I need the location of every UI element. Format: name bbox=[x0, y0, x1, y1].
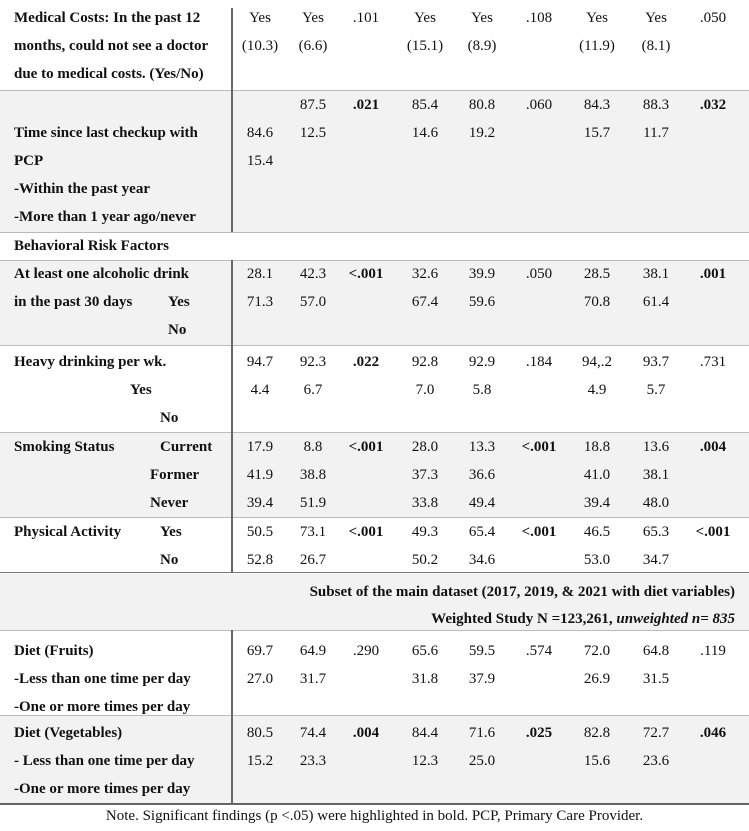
percent-cell: Yes bbox=[586, 10, 608, 26]
table-row bbox=[0, 232, 749, 260]
subset-title: Subset of the main dataset (2017, 2019, & 2021 with diet variables) bbox=[309, 584, 735, 600]
table-row bbox=[0, 348, 749, 376]
table-section bbox=[0, 715, 749, 803]
percent-cell: 67.4 bbox=[411, 294, 439, 310]
percent-cell: 87.5 bbox=[299, 97, 327, 113]
percent-cell: 51.9 bbox=[299, 495, 327, 511]
table-section bbox=[0, 0, 749, 90]
table-row bbox=[0, 4, 749, 32]
divider bbox=[0, 715, 749, 716]
percent-cell: 37.3 bbox=[411, 467, 439, 483]
percent-cell: 7.0 bbox=[415, 382, 435, 398]
p-value-cell: <.001 bbox=[348, 524, 384, 540]
percent-cell: 26.9 bbox=[583, 671, 611, 687]
p-value-cell: <.001 bbox=[521, 524, 557, 540]
percent-cell: 36.6 bbox=[468, 467, 496, 483]
row-label: -More than 1 year ago/never bbox=[14, 209, 196, 225]
percent-cell: 15.4 bbox=[246, 153, 274, 169]
percent-cell: Yes bbox=[414, 10, 436, 26]
divider bbox=[0, 260, 749, 261]
row-label: Diet (Fruits) bbox=[14, 643, 94, 659]
percent-cell: 64.9 bbox=[299, 643, 327, 659]
table-row bbox=[0, 719, 749, 747]
percent-cell: 41.0 bbox=[583, 467, 611, 483]
p-value-cell: .731 bbox=[699, 354, 727, 370]
table-row bbox=[0, 775, 749, 803]
row-label: PCP bbox=[14, 153, 44, 169]
percent-cell: (8.1) bbox=[641, 38, 671, 54]
row-label: -One or more times per day bbox=[14, 781, 191, 797]
percent-cell: 28.1 bbox=[246, 266, 274, 282]
divider bbox=[0, 572, 749, 573]
percent-cell: 52.8 bbox=[246, 552, 274, 568]
row-sublabel: Yes bbox=[168, 294, 190, 310]
percent-cell: 74.4 bbox=[299, 725, 327, 741]
row-label: in the past 30 days bbox=[14, 294, 133, 310]
percent-cell: 80.8 bbox=[468, 97, 496, 113]
percent-cell: 49.4 bbox=[468, 495, 496, 511]
column-divider bbox=[231, 630, 233, 803]
percent-cell: 42.3 bbox=[299, 266, 327, 282]
percent-cell: 34.6 bbox=[468, 552, 496, 568]
percent-cell: 59.6 bbox=[468, 294, 496, 310]
table-row bbox=[0, 147, 749, 175]
row-label: Smoking Status bbox=[14, 439, 115, 455]
row-sublabel: No bbox=[160, 410, 179, 426]
percent-cell: 84.4 bbox=[411, 725, 439, 741]
subset-sample-size bbox=[431, 605, 735, 633]
p-value-cell: .574 bbox=[525, 643, 553, 659]
table-section bbox=[0, 630, 749, 715]
p-value-cell: .025 bbox=[525, 725, 553, 741]
row-label: months, could not see a doctor bbox=[14, 38, 209, 54]
percent-cell: 80.5 bbox=[246, 725, 274, 741]
percent-cell: 23.6 bbox=[642, 753, 670, 769]
table-row bbox=[0, 376, 749, 404]
percent-cell: 28.5 bbox=[583, 266, 611, 282]
row-sublabel: No bbox=[160, 552, 179, 568]
percent-cell: 65.4 bbox=[468, 524, 496, 540]
percent-cell: 19.2 bbox=[468, 125, 496, 141]
row-label: -One or more times per day bbox=[14, 699, 191, 715]
divider bbox=[0, 517, 749, 518]
percent-cell: Yes bbox=[302, 10, 324, 26]
percent-cell: 18.8 bbox=[583, 439, 611, 455]
p-value-cell: .290 bbox=[352, 643, 380, 659]
percent-cell: Yes bbox=[471, 10, 493, 26]
percent-cell: 49.3 bbox=[411, 524, 439, 540]
table-section bbox=[0, 90, 749, 232]
percent-cell: 72.0 bbox=[583, 643, 611, 659]
percent-cell: 65.6 bbox=[411, 643, 439, 659]
percent-cell: 71.6 bbox=[468, 725, 496, 741]
percent-cell: 50.2 bbox=[411, 552, 439, 568]
p-value-cell: <.001 bbox=[348, 266, 384, 282]
percent-cell: 15.2 bbox=[246, 753, 274, 769]
percent-cell: 48.0 bbox=[642, 495, 670, 511]
row-label: Diet (Vegetables) bbox=[14, 725, 123, 741]
percent-cell: 85.4 bbox=[411, 97, 439, 113]
percent-cell: 46.5 bbox=[583, 524, 611, 540]
divider bbox=[0, 232, 749, 233]
percent-cell: 34.7 bbox=[642, 552, 670, 568]
table-row bbox=[0, 546, 749, 574]
table-row bbox=[0, 203, 749, 231]
percent-cell: 5.8 bbox=[472, 382, 492, 398]
percent-cell: 37.9 bbox=[468, 671, 496, 687]
percent-cell: 92.3 bbox=[299, 354, 327, 370]
percent-cell: 31.7 bbox=[299, 671, 327, 687]
p-value-cell: <.001 bbox=[695, 524, 731, 540]
table-row bbox=[0, 404, 749, 432]
percent-cell: 38.1 bbox=[642, 266, 670, 282]
percent-cell: (6.6) bbox=[298, 38, 328, 54]
percent-cell: 61.4 bbox=[642, 294, 670, 310]
table-row bbox=[0, 637, 749, 665]
percent-cell: 13.3 bbox=[468, 439, 496, 455]
row-sublabel: Yes bbox=[130, 382, 152, 398]
percent-cell: Yes bbox=[645, 10, 667, 26]
row-label: Time since last checkup with bbox=[14, 125, 198, 141]
unweighted-n: unweighted n= 835 bbox=[616, 611, 735, 627]
percent-cell: 71.3 bbox=[246, 294, 274, 310]
table-row bbox=[0, 518, 749, 546]
percent-cell: 38.8 bbox=[299, 467, 327, 483]
table-row bbox=[0, 747, 749, 775]
percent-cell: 50.5 bbox=[246, 524, 274, 540]
percent-cell: 92.8 bbox=[411, 354, 439, 370]
row-label: - Less than one time per day bbox=[14, 753, 195, 769]
table-note: Note. Significant findings (p <.05) were highlighted in bold. PCP, Primary Care Provider. bbox=[105, 808, 644, 824]
subset-header bbox=[0, 574, 749, 630]
column-divider bbox=[231, 8, 233, 232]
percent-cell: 38.1 bbox=[642, 467, 670, 483]
divider bbox=[0, 432, 749, 433]
percent-cell: 82.8 bbox=[583, 725, 611, 741]
table-row bbox=[0, 489, 749, 517]
percent-cell: 12.5 bbox=[299, 125, 327, 141]
table-row bbox=[0, 316, 749, 344]
table-row bbox=[0, 665, 749, 693]
table-row bbox=[0, 119, 749, 147]
row-sublabel: Never bbox=[150, 495, 189, 511]
row-sublabel: Current bbox=[160, 439, 213, 455]
percent-cell: 13.6 bbox=[642, 439, 670, 455]
p-value-cell: .004 bbox=[352, 725, 380, 741]
p-value-cell: .022 bbox=[352, 354, 380, 370]
percent-cell: 57.0 bbox=[299, 294, 327, 310]
p-value-cell: .101 bbox=[352, 10, 380, 26]
percent-cell: 39.4 bbox=[246, 495, 274, 511]
percent-cell: 8.8 bbox=[303, 439, 323, 455]
percent-cell: 4.9 bbox=[587, 382, 607, 398]
percent-cell: 39.9 bbox=[468, 266, 496, 282]
table-row bbox=[0, 433, 749, 461]
p-value-cell: .021 bbox=[352, 97, 380, 113]
p-value-cell: .060 bbox=[525, 97, 553, 113]
table-row bbox=[0, 32, 749, 60]
percent-cell: 59.5 bbox=[468, 643, 496, 659]
row-label: At least one alcoholic drink bbox=[14, 266, 189, 282]
row-label: Heavy drinking per wk. bbox=[14, 354, 167, 370]
divider bbox=[0, 90, 749, 91]
table-section bbox=[0, 260, 749, 345]
percent-cell: 12.3 bbox=[411, 753, 439, 769]
percent-cell: 94.7 bbox=[246, 354, 274, 370]
percent-cell: 27.0 bbox=[246, 671, 274, 687]
percent-cell: 84.6 bbox=[246, 125, 274, 141]
row-label: Medical Costs: In the past 12 bbox=[14, 10, 201, 26]
table-row bbox=[0, 288, 749, 316]
percent-cell: 69.7 bbox=[246, 643, 274, 659]
row-sublabel: Former bbox=[150, 467, 200, 483]
p-value-cell: .032 bbox=[699, 97, 727, 113]
p-value-cell: <.001 bbox=[348, 439, 384, 455]
p-value-cell: .046 bbox=[699, 725, 727, 741]
divider bbox=[0, 345, 749, 346]
percent-cell: 5.7 bbox=[646, 382, 666, 398]
percent-cell: 31.8 bbox=[411, 671, 439, 687]
percent-cell: (11.9) bbox=[579, 38, 615, 54]
percent-cell: 41.9 bbox=[246, 467, 274, 483]
p-value-cell: .050 bbox=[699, 10, 727, 26]
row-label: -Less than one time per day bbox=[14, 671, 191, 687]
row-label: -Within the past year bbox=[14, 181, 150, 197]
percent-cell: (15.1) bbox=[406, 38, 444, 54]
table-row bbox=[0, 461, 749, 489]
percent-cell: Yes bbox=[249, 10, 271, 26]
percent-cell: 6.7 bbox=[303, 382, 323, 398]
row-sublabel: No bbox=[168, 322, 187, 338]
percent-cell: 11.7 bbox=[643, 125, 669, 141]
percent-cell: 65.3 bbox=[642, 524, 670, 540]
table-section bbox=[0, 232, 749, 260]
table-row bbox=[0, 91, 749, 119]
p-value-cell: .050 bbox=[525, 266, 553, 282]
percent-cell: 32.6 bbox=[411, 266, 439, 282]
percent-cell: 17.9 bbox=[246, 439, 274, 455]
percent-cell: 64.8 bbox=[642, 643, 670, 659]
table-section bbox=[0, 432, 749, 517]
weighted-n: Weighted Study N =123,261, bbox=[431, 611, 617, 627]
p-value-cell: .119 bbox=[700, 643, 726, 659]
percent-cell: 28.0 bbox=[411, 439, 439, 455]
row-label: due to medical costs. (Yes/No) bbox=[14, 66, 204, 82]
row-label: Behavioral Risk Factors bbox=[14, 238, 169, 254]
percent-cell: 23.3 bbox=[299, 753, 327, 769]
percent-cell: 31.5 bbox=[642, 671, 670, 687]
percent-cell: 25.0 bbox=[468, 753, 496, 769]
percent-cell: 73.1 bbox=[299, 524, 327, 540]
p-value-cell: <.001 bbox=[521, 439, 557, 455]
percent-cell: 15.6 bbox=[583, 753, 611, 769]
p-value-cell: .108 bbox=[525, 10, 553, 26]
percent-cell: (10.3) bbox=[241, 38, 279, 54]
percent-cell: 84.3 bbox=[583, 97, 611, 113]
percent-cell: 15.7 bbox=[583, 125, 611, 141]
percent-cell: 72.7 bbox=[642, 725, 670, 741]
percent-cell: 70.8 bbox=[583, 294, 611, 310]
percent-cell: 92.9 bbox=[468, 354, 496, 370]
percent-cell: 53.0 bbox=[583, 552, 611, 568]
p-value-cell: .004 bbox=[699, 439, 727, 455]
percent-cell: 14.6 bbox=[411, 125, 439, 141]
percent-cell: 94,.2 bbox=[582, 354, 612, 370]
table-section bbox=[0, 345, 749, 432]
p-value-cell: .184 bbox=[525, 354, 553, 370]
percent-cell: 33.8 bbox=[411, 495, 439, 511]
table-row bbox=[0, 60, 749, 88]
column-divider bbox=[231, 260, 233, 573]
percent-cell: 26.7 bbox=[299, 552, 327, 568]
p-value-cell: .001 bbox=[699, 266, 727, 282]
table-row bbox=[0, 260, 749, 288]
percent-cell: (8.9) bbox=[467, 38, 497, 54]
row-label: Physical Activity bbox=[14, 524, 122, 540]
percent-cell: 88.3 bbox=[642, 97, 670, 113]
table-section bbox=[0, 517, 749, 573]
percent-cell: 4.4 bbox=[250, 382, 270, 398]
row-sublabel: Yes bbox=[160, 524, 182, 540]
percent-cell: 39.4 bbox=[583, 495, 611, 511]
table-row bbox=[0, 175, 749, 203]
percent-cell: 93.7 bbox=[642, 354, 670, 370]
